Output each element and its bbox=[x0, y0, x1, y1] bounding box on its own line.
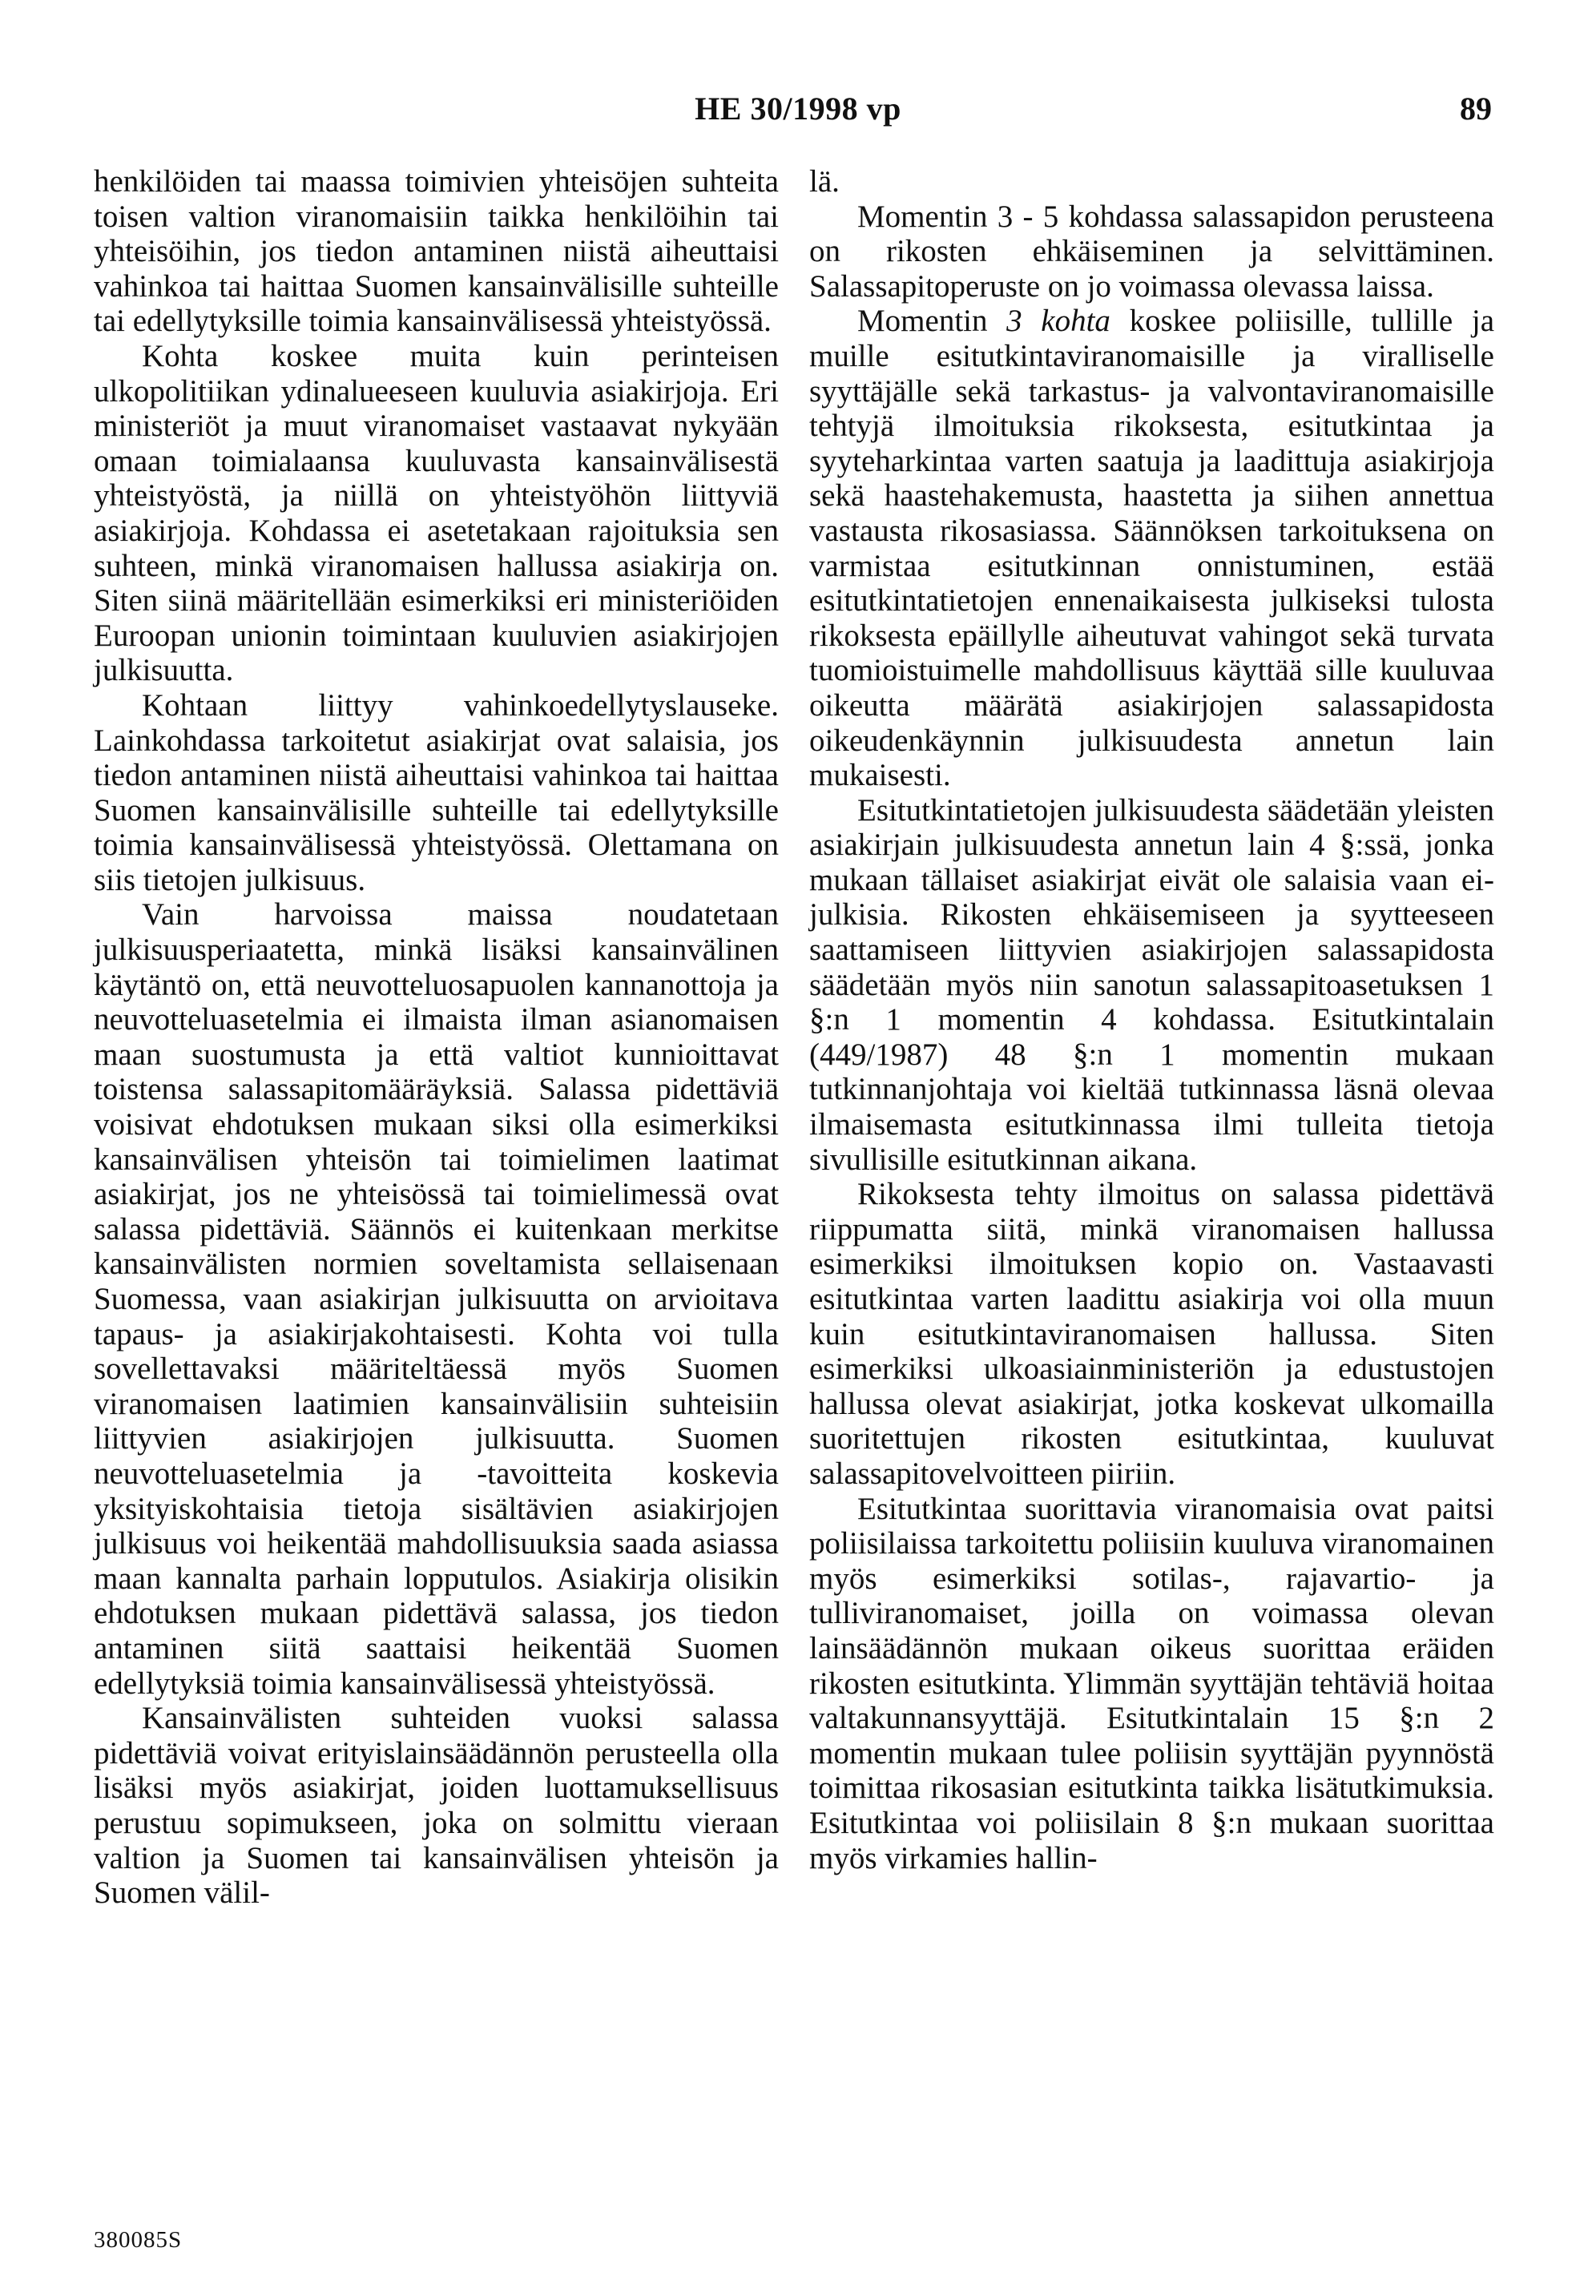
paragraph: Esitutkintaa suorittavia viranomaisia ovat paitsi poliisilaissa tarkoitettu poliisiin kuuluva viranomainen myös esimerkiksi sotilas-, rajavartio- ja tulliviranomaiset, joilla on voimassa olevan lainsäädännön mukaan oikeus suorittaa eräiden rikosten esitutkinta. Ylimmän syyttäjän tehtäviä hoitaa valtakunnansyyttäjä. Esitutkintalain 15 §:n 2 momentin mukaan tulee poliisin syyttäjän pyynnöstä toimittaa rikosasian esitutkinta taikka lisätutkimuksia. Esitutkintaa voi poliisilain 8 §:n mukaan suorittaa myös virkamies hallin- bbox=[809, 1491, 1494, 1875]
paragraph: Esitutkintatietojen julkisuudesta säädetään yleisten asiakirjain julkisuudesta annetun lain 4 §:ssä, jonka mukaan tällaiset asiakirjat eivät ole salaisia vaan ei-julkisia. Rikosten ehkäisemiseen ja syytteeseen saattamiseen liittyvien asiakirjojen salassapidosta säädetään myös niin sanotun salassapitoasetuksen 1 §:n 1 momentin 4 kohdassa. Esitutkintalain (449/1987) 48 §:n 1 momentin mukaan tutkinnanjohtaja voi kieltää tutkinnassa läsnä olevaa ilmaisemasta esitutkinnassa ilmi tulleita tietoja sivullisille esitutkinnan aikana. bbox=[809, 792, 1494, 1177]
paragraph: lä. bbox=[809, 164, 840, 199]
document-title: HE 30/1998 vp bbox=[695, 91, 901, 127]
paragraph-body: koskee poliisille, tullille ja muille esitutkintaviranomaisille ja viralliselle syyttäjälle sekä tarkastus- ja valvontaviranomaisille tehtyjä ilmoituksia rikoksesta, esitutkintaa ja syyteharkintaa varten saatuja ja laadittuja asiakirjoja sekä haastehakemusta, haastetta ja siihen annettua vastausta rikosasiassa. Säännöksen tarkoituksena on varmistaa esitutkinnan onnistuminen, estää esitutkintatietojen ennenaikaisesta julkiseksi tulosta rikoksesta epäillylle aiheutuvat vahingot sekä turvata tuomioistuimelle mahdollisuus käyttää sille kuuluvaa oikeutta määrätä asiakirjojen salassapidosta oikeudenkäynnin julkisuudesta annetun lain mukaisesti. bbox=[809, 304, 1495, 793]
paragraph-lead: Momentin bbox=[857, 304, 988, 339]
emphasized-term: 3 kohta bbox=[1006, 304, 1110, 339]
paragraph: henkilöiden tai maassa toimivien yhteisöjen suhteita toisen valtion viranomaisiin taikka henkilöihin tai yhteisöihin, jos tiedon antaminen niistä aiheuttaisi vahinkoa tai haittaa Suomen kansainvälisille suhteille tai edellytyksille toimia kansainvälisessä yhteistyössä. bbox=[94, 164, 779, 339]
right-column bbox=[809, 164, 1494, 1875]
page-number: 89 bbox=[1460, 91, 1492, 127]
paragraph: Kansainvälisten suhteiden vuoksi salassa pidettäviä voivat erityislainsäädännön perusteella olla lisäksi myös asiakirjat, joiden luottamuksellisuus perustuu sopimukseen, joka on solmittu vieraan valtion ja Suomen tai kansainvälisen yhteisön ja Suomen välil- bbox=[94, 1701, 779, 1911]
paragraph: Momentin 3 - 5 kohdassa salassapidon perusteena on rikosten ehkäiseminen ja selvittäminen. Salassapitoperuste on jo voimassa olevassa laissa. bbox=[809, 199, 1494, 304]
paragraph: Kohtaan liittyy vahinkoedellytyslauseke. Lainkohdassa tarkoitetut asiakirjat ovat salaisia, jos tiedon antaminen niistä aiheuttaisi vahinkoa tai haittaa Suomen kansainvälisille suhteille tai edellytyksille toimia kansainvälisessä yhteistyössä. Olettamana on siis tietojen julkisuus. bbox=[94, 687, 779, 897]
left-column bbox=[94, 164, 779, 1911]
paragraph: Kohta koskee muita kuin perinteisen ulkopolitiikan ydinalueeseen kuuluvia asiakirjoja. Eri ministeriöt ja muut viranomaiset vastaavat nykyään omaan toimialaansa kuuluvasta kansainvälisestä yhteistyöstä, ja niillä on yhteistyöhön liittyviä asiakirjoja. Kohdassa ei asetetakaan rajoituksia sen suhteen, minkä viranomaisen hallussa asiakirja on. Siten siinä määritellään esimerkiksi eri ministeriöiden Euroopan unionin toimintaan kuuluvien asiakirjojen julkisuutta. bbox=[94, 338, 779, 688]
print-code: 380085S bbox=[94, 2227, 183, 2253]
running-header bbox=[0, 90, 1596, 138]
paragraph bbox=[809, 304, 1494, 792]
paragraph: Vain harvoissa maissa noudatetaan julkisuusperiaatetta, minkä lisäksi kansainvälinen käytäntö on, että neuvotteluosapuolen kannanottoja ja neuvotteluasetelmia ei ilmaista ilman asianomaisen maan suostumusta ja että valtiot kunnioittavat toistensa salassapitomääräyksiä. Salassa pidettäviä voisivat ehdotuksen mukaan siksi olla esimerkiksi kansainvälisen yhteisön tai toimielimen laatimat asiakirjat, jos ne yhteisössä tai toimielimessä ovat salassa pidettäviä. Säännös ei kuitenkaan merkitse kansainvälisten normien soveltamista sellaisenaan Suomessa, vaan asiakirjan julkisuutta on arvioitava tapaus- ja asiakirjakohtaisesti. Kohta voi tulla sovellettavaksi määriteltäessä myös Suomen viranomaisen laatimien kansainvälisiin suhteisiin liittyvien asiakirjojen julkisuutta. Suomen neuvotteluasetelmia ja -tavoitteita koskevia yksityiskohtaisia tietoja sisältävien asiakirjojen julkisuus voi heikentää mahdollisuuksia saada asiassa maan kannalta parhain lopputulos. Asiakirja olisikin ehdotuksen mukaan pidettävä salassa, jos tiedon antaminen siitä saattaisi heikentää Suomen edellytyksiä toimia kansainvälisessä yhteistyössä. bbox=[94, 897, 779, 1701]
paragraph: Rikoksesta tehty ilmoitus on salassa pidettävä riippumatta siitä, minkä viranomaisen hallussa esimerkiksi ilmoituksen kopio on. Vastaavasti esitutkintaa varten laadittu asiakirja voi olla muun kuin esitutkintaviranomaisen hallussa. Siten esimerkiksi ulkoasiainministeriön ja edustustojen hallussa olevat asiakirjat, jotka koskevat ulkomailla suoritettujen rikosten esitutkintaa, kuuluvat salassapitovelvoitteen piiriin. bbox=[809, 1177, 1494, 1491]
